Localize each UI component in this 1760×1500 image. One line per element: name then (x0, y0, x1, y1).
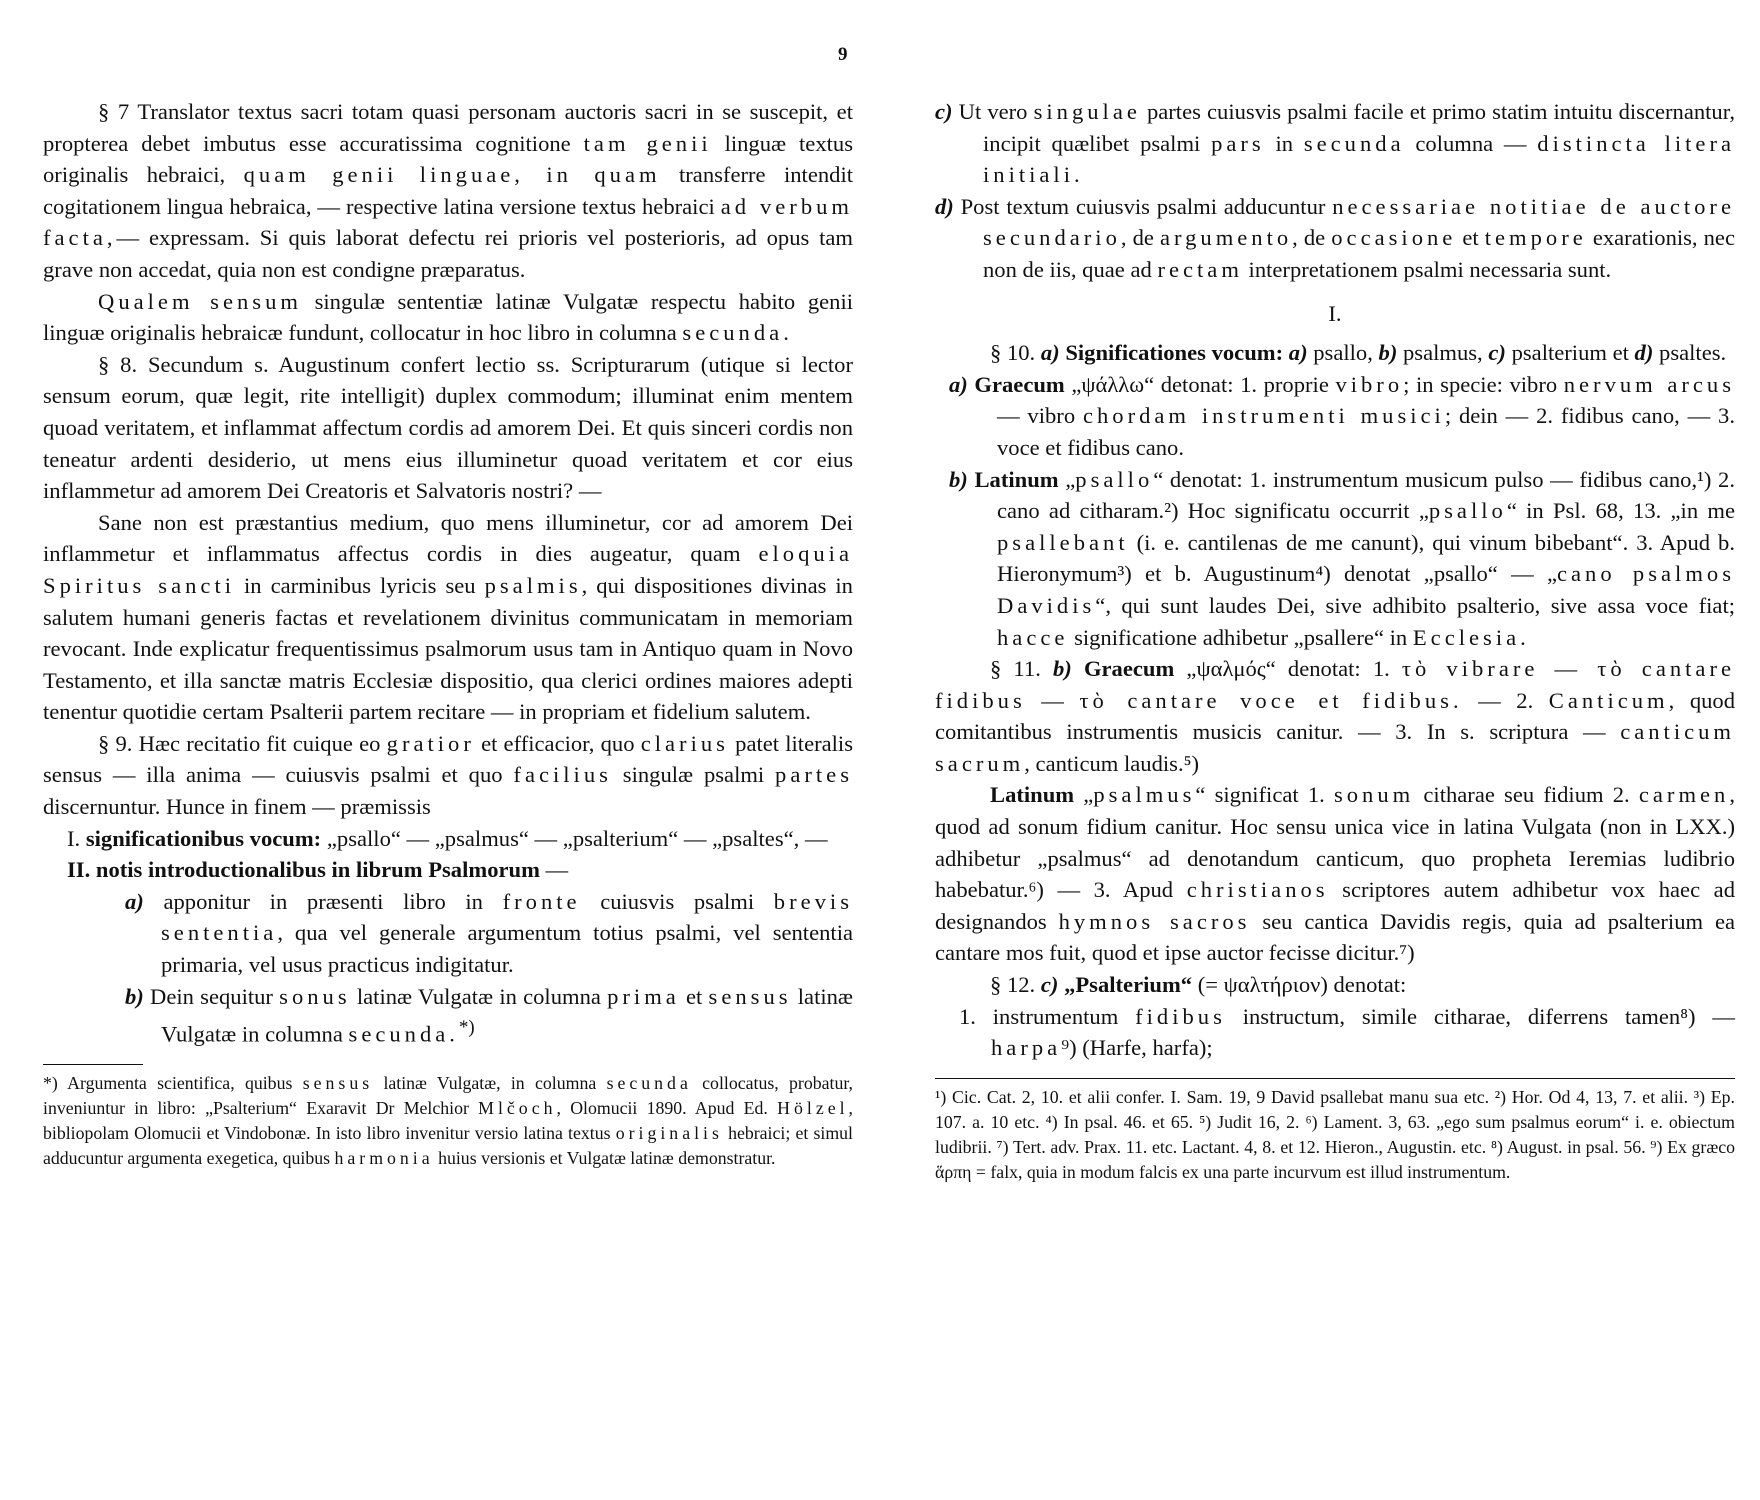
text-run: et (679, 983, 709, 1009)
spaced-text: fronte (502, 888, 581, 914)
text-run: seu cantica Davidis regis, quia ad psalterium ea cantare mos fuit, quod et ipse auctor fecisse dicitur.⁷) (935, 908, 1735, 966)
text-run: ⁹) (Harfe, harfa); (1061, 1035, 1213, 1061)
list-item-12-1 (935, 1001, 1735, 1064)
paragraph-11 (935, 653, 1735, 779)
spaced-text: canticum sacrum (935, 719, 1735, 776)
spaced-text: brevis sententia (161, 888, 853, 946)
text-run: et (1456, 225, 1485, 251)
spaced-text: chordam instrumenti musici (1082, 403, 1445, 429)
text-run: “, qui sunt laudes Dei, sive adhibito psalterio, sive assa voce fiat; (1095, 592, 1735, 618)
spaced-text: secunda (606, 1073, 692, 1094)
spaced-text: Hölzel (777, 1098, 849, 1119)
paragraph-10 (935, 337, 1735, 369)
spaced-text: Mlčoch (478, 1098, 557, 1119)
text-run: § 10. (990, 340, 1041, 366)
text-run: exarationis, nec non de iis, quae ad (983, 225, 1735, 282)
spaced-text: psallo (1428, 498, 1507, 524)
spaced-text: psallebant (997, 529, 1129, 555)
text-run: partes cuiusvis psalmi facile et primo statim intuitu discernantur, incipit quælibet psalmi (983, 99, 1735, 156)
list-marker: II. (67, 857, 96, 883)
text-run: latinæ Vulgatæ in columna (161, 983, 853, 1047)
text-run: , de (1120, 225, 1160, 251)
spaced-text: secunda. (348, 1021, 459, 1047)
text-run: § 12. (990, 972, 1041, 998)
text-run: discernuntur. Hunce in finem — præmissis (43, 794, 431, 820)
paragraph-7 (43, 96, 853, 286)
text-run: ; dein — 2. fidibus cano, — 3. voce et fidibus cano. (997, 403, 1735, 460)
paragraph-9 (43, 728, 853, 823)
text-run: scriptores autem adhibetur vox haec ad designandos (935, 877, 1735, 934)
text-run: , Olomucii 1890. Apud Ed. (556, 1098, 778, 1119)
list-item-c (935, 96, 1735, 191)
text-run: latinæ Vulgatæ, in columna (373, 1073, 607, 1094)
bold-term: significationibus vocum: (85, 825, 322, 851)
spaced-text: nervum arcus (1563, 371, 1735, 397)
list-item-I (43, 823, 853, 855)
text-run: interpretationem psalmi necessaria sunt. (1242, 256, 1612, 282)
section-heading: I. (1328, 300, 1342, 326)
list-marker: a) (1288, 340, 1308, 366)
spaced-text: harmonia (334, 1148, 434, 1169)
text-run: citharae seu fidium 2. (1414, 782, 1639, 808)
text-run: hebraici; et simul adducuntur argumenta exegetica, quibus (43, 1123, 853, 1169)
paragraph-8: § 8. Secundum s. Augustinum confert lectio ss. Scripturarum (utique si lector sensum eorum, quæ legit, rite intelligit) duplex commodum; illuminat enim mentem quoad veritatem, et inflammat affectum cordis ad amorem Dei. Et quis sinceri cordis non teneatur ardenti desiderio, ut mens eius illuminetur quoad veritatem et cor eius inflammetur ad amorem Dei Creatoris et Salvatoris nostri? — (43, 351, 853, 504)
text-run (1072, 656, 1084, 681)
spaced-text: occasione (1331, 225, 1457, 251)
spaced-text: originalis (615, 1123, 723, 1144)
text-run: in (1264, 130, 1304, 156)
spaced-text: eloquia Spiritus sancti (43, 541, 853, 598)
bold-term: Latinum (990, 782, 1075, 808)
paragraph-11-b (935, 779, 1735, 969)
spaced-text: psallo (1075, 466, 1154, 492)
footnote-left (43, 1071, 853, 1171)
spaced-text: harpa (991, 1035, 1062, 1061)
spaced-text: clarius (640, 730, 729, 756)
page-number: 9 (838, 44, 848, 65)
bold-term: Significationes vocum: (1065, 340, 1284, 366)
spaced-text: necessariae notitiae de auctore secundario (983, 193, 1735, 251)
text-run: (= ψαλτήριον) denotat: (1192, 972, 1407, 998)
text-run: , bibliopolam Olomucii et Vindobonæ. In isto libro invenitur versio latina textus (43, 1098, 853, 1144)
text-run: Sane non est præstantius medium, quo mens illuminetur, cor ad amorem Dei inflammetur et inflammatus affectus cordis in dies augeatur, quam (43, 509, 853, 567)
text-run: § 11. (990, 656, 1053, 682)
text-run: „ψάλλω“ detonat: 1. proprie (1064, 371, 1336, 397)
text-run: singulæ sententiæ latinæ Vulgatæ respectu habito genii linguæ originalis hebraicæ fundunt, collocatur in hoc libro in columna (43, 288, 854, 346)
left-column (43, 96, 853, 1171)
list-marker: b) (125, 983, 144, 1009)
text-run: et efficacior, quo (474, 730, 641, 756)
text-run: instructum, simile citharae, diferrens tamen⁸) — (1225, 1003, 1735, 1029)
list-item-II (43, 854, 853, 886)
spaced-text: ad verbum facta, (43, 193, 853, 251)
spaced-text: carmen (1638, 782, 1730, 808)
spaced-text: secunda (1303, 130, 1405, 156)
paragraph-10-b (935, 464, 1735, 654)
spaced-text: singulae (1033, 99, 1141, 124)
text-run: 1. instrumentum (959, 1003, 1136, 1029)
text-run: psallo, (1307, 340, 1379, 366)
text-run: „psallo“ — „psalmus“ — „psalterium“ — „psaltes“, — (321, 825, 828, 851)
text-run: transferre intendit cogitationem lingua hebraica, — respective latina versione textus hebraici (43, 162, 853, 219)
spaced-text: sensus (708, 983, 792, 1009)
spaced-text: sonus (279, 983, 351, 1009)
text-run: in carminibus lyricis seu (235, 572, 485, 598)
spaced-text: argumento (1159, 225, 1293, 251)
text-run: cuiusvis psalmi (580, 888, 774, 914)
text-run: § 7 Translator textus sacri totam quasi personam auctoris sacri in se suscepit, et propterea debet imbutus esse accuratissima cognitione (43, 99, 853, 156)
text-run: columna — (1404, 130, 1538, 156)
text-run: Dein sequitur (143, 983, 280, 1009)
spaced-text: sonum (1333, 782, 1415, 808)
list-marker: c) (1040, 972, 1059, 998)
list-marker: a) (1040, 340, 1060, 366)
text-run: huius versionis et Vulgatæ latinæ demonstratur. (433, 1148, 776, 1169)
bold-term: Latinum (974, 466, 1059, 492)
list-marker: d) (1634, 340, 1654, 366)
bold-term: notis introductionalibus in librum Psalmorum (95, 857, 540, 883)
footnote-divider (43, 1064, 143, 1065)
paragraph-12 (935, 969, 1735, 1001)
text-run: — 2. (1462, 687, 1549, 713)
spaced-text: rectam (1157, 256, 1243, 282)
spaced-text: prima (607, 983, 680, 1009)
text-run: — vibro (997, 403, 1083, 429)
text-run: , qua vel generale argumentum totius psalmi, vel sententia primaria, vel usus practicus indigitatur. (161, 920, 853, 978)
list-item-b (43, 981, 853, 1051)
spaced-text: Canticum (1548, 687, 1669, 713)
list-marker: c) (1488, 340, 1506, 366)
text-run: , quod ad sonum fidium canitur. Hoc sensu unica vice in latina Vulgata (non in LXX.) adhibetur „psalmus“ ad denotandum canticum, quo propheta Ieremias ludibrio habebatur.⁶) — 3. Apud (935, 782, 1735, 903)
text-run: — (1025, 687, 1080, 713)
footnotes-right: ¹) Cic. Cat. 2, 10. et alii confer. I. Sam. 19, 9 David psallebat manu sua etc. ²) Hor. Od 4, 13, 7. et alii. ³) Ep. 107. a. 10 etc. ⁴) In psal. 46. et 65. ⁵) Judit 16, 2. ⁶) Lament. 3, 63. „ego sum psalmus eorum“ i. e. obiectum ludibrii. ⁷) Tert. adv. Prax. 11. etc. Lactant. 4, 8. et 12. Hieron., Augustin. etc. ⁸) August. in psal. 56. ⁹) Ex græco ἅρπη = falx, quia in modum falcis ex una parte incurvum est illud instrumentum. (935, 1086, 1735, 1182)
spaced-text: Ecclesia. (1412, 624, 1530, 650)
paragraph-8-b (43, 507, 853, 728)
list-item-a (43, 886, 853, 981)
spaced-text: tam genii (583, 130, 712, 156)
text-run: *) Argumenta scientifica, quibus (43, 1073, 303, 1094)
spaced-text: christianos (1186, 877, 1329, 903)
list-marker: a) (125, 888, 144, 914)
text-run: „ψαλμός“ denotat: 1. (1174, 656, 1402, 682)
text-run: ; in specie: vibro (1403, 371, 1564, 397)
bold-term: Graecum (974, 371, 1065, 397)
footnote-divider (935, 1078, 1735, 1079)
text-run: psalmus, (1397, 340, 1489, 366)
text-run: singulæ psalmi (611, 762, 776, 788)
text-run: collocatus, probatur, inveniuntur in libro: „Psalterium“ Exaravit Dr Melchior (43, 1073, 853, 1119)
footnote-marker: *) (458, 1017, 475, 1039)
paragraph-7-b (43, 286, 853, 349)
text-run: psalterium et (1505, 340, 1635, 366)
list-item-d (935, 191, 1735, 286)
list-marker: I. (67, 825, 86, 851)
spaced-text: τὸ cantare voce et fidibus. (1079, 687, 1463, 713)
spaced-text: gratior (386, 730, 475, 756)
spaced-text: secunda (682, 320, 784, 346)
spaced-text: hacce (997, 624, 1069, 650)
text-run: , canticum laudis.⁵) (1024, 750, 1200, 776)
list-marker: b) (949, 466, 968, 492)
text-run: — expressam. Si quis laborat defectu rei prioris vel posterioris, ad opus tam grave non accedat, quia non est condigne præparatus. (43, 225, 853, 282)
spaced-text: psalmus (1093, 782, 1196, 808)
text-run: latinæ Vulgatæ in columna (350, 983, 608, 1009)
text-run: linguæ textus originalis hebraici, (43, 130, 853, 188)
spaced-text: quam genii linguae, in quam (243, 162, 661, 188)
text-run: Ut vero (952, 99, 1034, 124)
text-run: „ (1074, 782, 1094, 808)
text-run: “ in Psl. 68, 13. „in me (1506, 498, 1735, 524)
list-marker: c) (935, 99, 953, 124)
bold-term: „Psalterium“ (1064, 972, 1193, 998)
spaced-text: fidibus (1135, 1003, 1226, 1029)
text-run: , qui dispositiones divinas in salutem humani generis factas et revelationem divinitus communicatam in memoriam revocant. Inde explicatur frequentissimus psalmorum usus tam in Antiquo quam in Novo Testamento, et illa sanctæ matris Ecclesiæ dispositio, qua clerici ordines maiores adepti tenentur quotidie certam Psalterii partem recitare — in propriam et fidelium salutem. (43, 572, 853, 725)
spaced-text: distincta litera initiali. (983, 130, 1736, 188)
text-run: psaltes. (1653, 340, 1727, 366)
text-run: patet literalis sensus — illa anima — cuiusvis psalmi et quo (43, 730, 854, 788)
text-run: “ denotat: 1. instrumentum musicum pulso — fidibus cano,¹) 2. cano ad citharam.²) Hoc significatu occurrit „ (997, 466, 1735, 524)
list-marker: d) (935, 193, 954, 219)
spaced-text: hymnos sacros (1058, 908, 1251, 934)
text-run: § 9. Hæc recitatio fit cuique eo (98, 730, 387, 756)
list-marker: a) (949, 371, 968, 397)
bold-term: Graecum (1083, 656, 1175, 682)
spaced-text: τὸ vibrare — τὸ cantare fidibus (935, 656, 1735, 713)
spaced-text: vibro (1335, 371, 1404, 397)
text-run: — (539, 857, 569, 883)
text-run: Post textum cuiusvis psalmi adducuntur (953, 193, 1333, 219)
right-column (935, 96, 1735, 1185)
text-run: , quod comitantibus instrumentis musicis canitur. — 3. In s. scriptura — (935, 687, 1736, 745)
spaced-text: Qualem sensum (98, 288, 302, 314)
spaced-text: psalmis (484, 572, 582, 598)
text-run: “ significat 1. (1195, 782, 1334, 808)
spaced-text: partes (775, 762, 853, 788)
spaced-text: facilius (513, 762, 612, 788)
list-marker: b) (1378, 340, 1398, 366)
list-marker: b) (1052, 656, 1072, 682)
spaced-text: tempore (1484, 225, 1587, 251)
paragraph-10-a (935, 369, 1735, 464)
text-run: „ (1058, 466, 1076, 492)
text-run: . (783, 320, 789, 346)
text-run: apponitur in præsenti libro in (143, 888, 503, 914)
spaced-text: cano psalmos Davidis (997, 561, 1735, 618)
spaced-text: pars (1211, 130, 1265, 156)
spaced-text: sensus (302, 1073, 374, 1094)
text-run: (i. e. cantilenas de me canunt), qui vinum bibebant“. 3. Apud b. Hieronymum³) et b. Augustinum⁴) denotat „psallo“ — „ (997, 529, 1735, 587)
text-run: significatione adhibetur „psallere“ in (1068, 624, 1413, 650)
text-run: , de (1292, 225, 1332, 251)
